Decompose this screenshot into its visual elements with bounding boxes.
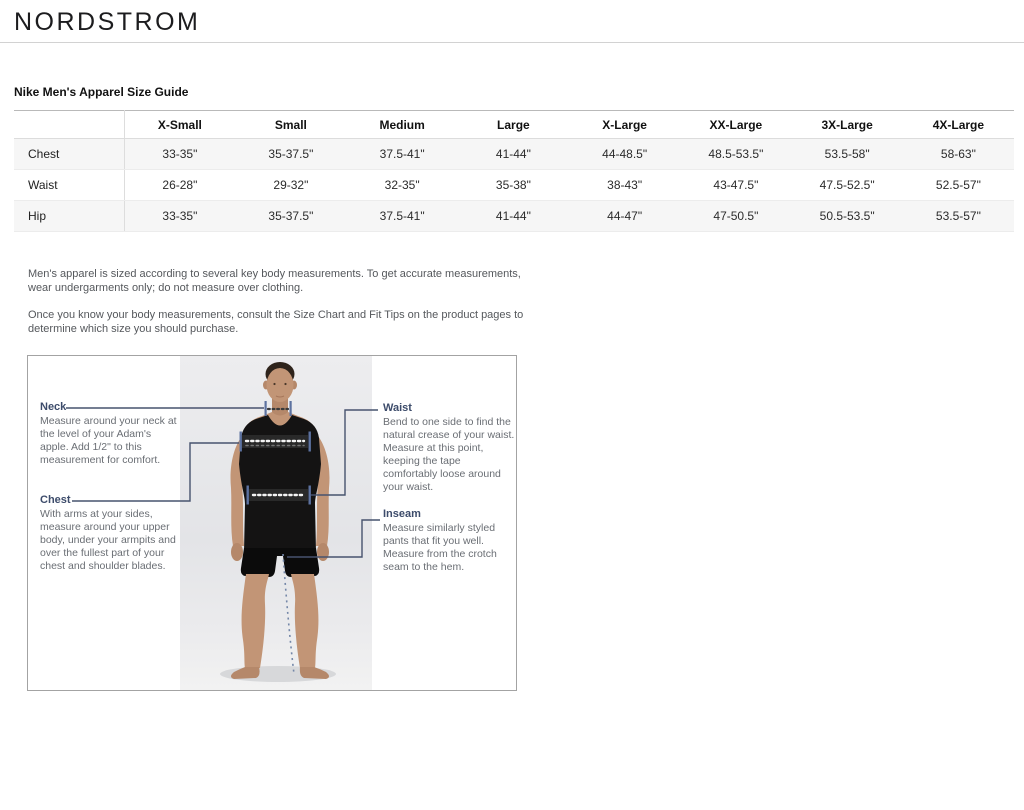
size-table-container xyxy=(14,110,1014,232)
table-cell: 47.5-52.5" xyxy=(792,170,903,201)
page-title: Nike Men's Apparel Size Guide xyxy=(14,85,189,99)
column-header: 4X-Large xyxy=(903,111,1014,139)
table-cell: 52.5-57" xyxy=(903,170,1014,201)
column-header: X-Large xyxy=(569,111,680,139)
table-row-hip xyxy=(14,201,1014,232)
intro-paragraph-1: Men's apparel is sized according to several key body measurements. To get accurate measurements, wear undergarments only; do not measure over clothing. xyxy=(28,268,521,294)
column-header: X-Small xyxy=(124,111,235,139)
table-cell: 44-48.5" xyxy=(569,139,680,170)
table-cell: 37.5-41" xyxy=(347,139,458,170)
table-row-waist xyxy=(14,170,1014,201)
table-cell: 58-63" xyxy=(903,139,1014,170)
table-cell: 26-28" xyxy=(124,170,235,201)
table-row-chest xyxy=(14,139,1014,170)
diagram-label-waist-text: Bend to one side to find the natural crease of your waist. Measure at this point, keeping the tape comfortably loose around your waist. xyxy=(383,416,515,493)
table-cell: 44-47" xyxy=(569,201,680,232)
diagram-label-inseam-text: Measure similarly styled pants that fit you well. Measure from the crotch seam to the hem. xyxy=(383,522,497,573)
diagram-label-chest-title: Chest xyxy=(40,494,71,506)
table-cell: 53.5-58" xyxy=(792,139,903,170)
table-cell: 33-35" xyxy=(124,139,235,170)
column-header: Medium xyxy=(347,111,458,139)
intro-paragraph-2: Once you know your body measurements, consult the Size Chart and Fit Tips on the product pages to determine which size you should purchase. xyxy=(28,309,524,335)
diagram-label-inseam xyxy=(383,508,515,574)
size-table-header-row xyxy=(14,111,1014,139)
intro-text xyxy=(28,268,533,350)
size-table-corner-cell xyxy=(14,111,124,139)
column-header: Small xyxy=(235,111,346,139)
diagram-label-waist xyxy=(383,402,515,494)
table-cell: 48.5-53.5" xyxy=(680,139,791,170)
diagram-label-chest xyxy=(40,494,180,573)
row-label: Waist xyxy=(14,170,124,201)
size-table xyxy=(14,110,1014,232)
diagram-label-chest-text: With arms at your sides, measure around your upper body, under your armpits and over the fullest part of your chest and shoulder blades. xyxy=(40,508,176,572)
column-header: 3X-Large xyxy=(792,111,903,139)
diagram-label-waist-title: Waist xyxy=(383,402,412,414)
table-cell: 32-35" xyxy=(347,170,458,201)
table-cell: 47-50.5" xyxy=(680,201,791,232)
measurement-diagram xyxy=(27,355,517,691)
header-divider xyxy=(0,42,1024,43)
nordstrom-logo[interactable]: NORDSTROM xyxy=(14,8,201,36)
table-cell: 35-38" xyxy=(458,170,569,201)
table-cell: 37.5-41" xyxy=(347,201,458,232)
table-cell: 33-35" xyxy=(124,201,235,232)
table-cell: 41-44" xyxy=(458,201,569,232)
diagram-label-neck-title: Neck xyxy=(40,401,67,413)
diagram-label-inseam-title: Inseam xyxy=(383,508,421,520)
table-cell: 50.5-53.5" xyxy=(792,201,903,232)
table-cell: 38-43" xyxy=(569,170,680,201)
diagram-label-neck xyxy=(40,401,180,467)
row-label: Chest xyxy=(14,139,124,170)
diagram-label-neck-text: Measure around your neck at the level of your Adam's apple. Add 1/2" to this measurement for comfort. xyxy=(40,415,177,466)
table-cell: 41-44" xyxy=(458,139,569,170)
table-cell: 35-37.5" xyxy=(235,139,346,170)
column-header: Large xyxy=(458,111,569,139)
row-label: Hip xyxy=(14,201,124,232)
table-cell: 35-37.5" xyxy=(235,201,346,232)
table-cell: 29-32" xyxy=(235,170,346,201)
column-header: XX-Large xyxy=(680,111,791,139)
table-cell: 43-47.5" xyxy=(680,170,791,201)
table-cell: 53.5-57" xyxy=(903,201,1014,232)
